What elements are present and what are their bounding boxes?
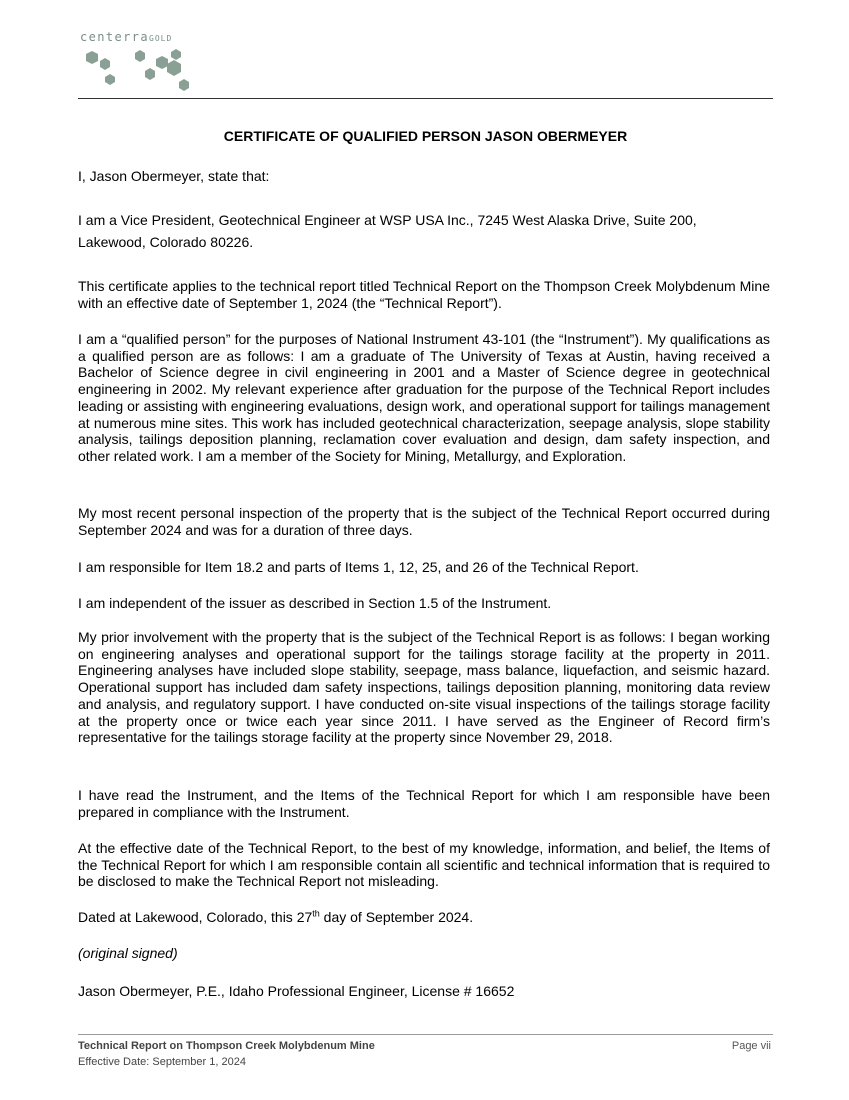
original-signed-note: (original signed) (78, 945, 178, 961)
independence-paragraph: I am independent of the issuer as described in Section 1.5 of the Instrument. (78, 595, 552, 611)
responsibility-paragraph: I am responsible for Item 18.2 and parts of Items 1, 12, 25, and 26 of the Technical Report. (78, 559, 639, 575)
dated-paragraph (78, 909, 770, 926)
compliance-paragraph: I have read the Instrument, and the Items of the Technical Report for which I am responsible have been prepared in compliance with the Instrument. (78, 787, 770, 820)
company-logo-text (80, 30, 172, 44)
footer-effective-date: Effective Date: September 1, 2024 (78, 1056, 246, 1068)
dated-ordinal: th (312, 908, 320, 919)
hexagon-logo-icon (78, 44, 198, 94)
dated-text: Dated at Lakewood, Colorado, this 27 (78, 909, 313, 925)
applies-paragraph: This certificate applies to the technical report titled Technical Report on the Thompson Creek Molybdenum Mine with an effective date of September 1, 2024 (the “Technical Report”). (78, 278, 770, 311)
page-number: Page vii (731, 1040, 771, 1052)
dated-text-end: day of September 2024. (319, 909, 474, 925)
effective-date-paragraph: At the effective date of the Technical Report, to the best of my knowledge, information, and belief, the Items of the Technical Report for which I am responsible contain all scientific and technical information that is required to be disclosed to make the Technical Report not misleading. (78, 840, 770, 890)
prior-involvement-paragraph: My prior involvement with the property that is the subject of the Technical Report is as follows: I began working on engineering analyses and operational support for the tailings storage facility at the property in 2011. Engineering analyses have included slope stability, seepage, mass balance, liquefaction, and seismic hazard. Operational support has included dam safety inspections, tailings deposition planning, monitoring data review and analysis, and regulatory support. I have conducted on-site visual inspections of the tailings storage facility at the property once or twice each year since 2011. I have served as the Engineer of Record firm’s representative for the tailings storage facility at the property since November 29, 2018. (78, 629, 770, 746)
qualifications-paragraph: I am a “qualified person” for the purposes of National Instrument 43-101 (the “Instrument”). My qualifications as a qualified person are as follows: I am a graduate of The University of Texas at Austin, having received a Bachelor of Science degree in civil engineering in 2001 and a Master of Science degree in geotechnical engineering in 2002. My relevant experience after graduation for the purpose of the Technical Report includes leading or assisting with engineering evaluations, design work, and operational support for tailings management at numerous mine sites. This work has included geotechnical characterization, seepage analysis, slope stability analysis, tailings deposition planning, reclamation cover evaluation and design, dam safety inspection, and other related work. I am a member of the Society for Mining, Metallurgy, and Exploration. (78, 331, 770, 464)
position-paragraph: I am a Vice President, Geotechnical Engineer at WSP USA Inc., 7245 West Alaska Drive, Suite 200, Lakewood, Colorado 80226. (78, 212, 697, 250)
header-divider (78, 98, 773, 99)
inspection-paragraph: My most recent personal inspection of the property that is the subject of the Technical Report occurred during September 2024 and was for a duration of three days. (78, 505, 770, 538)
logo-name: centerra (80, 30, 149, 44)
certificate-title: CERTIFICATE OF QUALIFIED PERSON JASON OBERMEYER (223, 128, 628, 144)
footer-report-title: Technical Report on Thompson Creek Molybdenum Mine (78, 1040, 375, 1052)
logo-suffix: GOLD (149, 34, 173, 43)
intro-paragraph: I, Jason Obermeyer, state that: (78, 168, 270, 184)
footer-divider (78, 1034, 773, 1035)
signature-line: Jason Obermeyer, P.E., Idaho Professional Engineer, License # 16652 (78, 983, 515, 999)
